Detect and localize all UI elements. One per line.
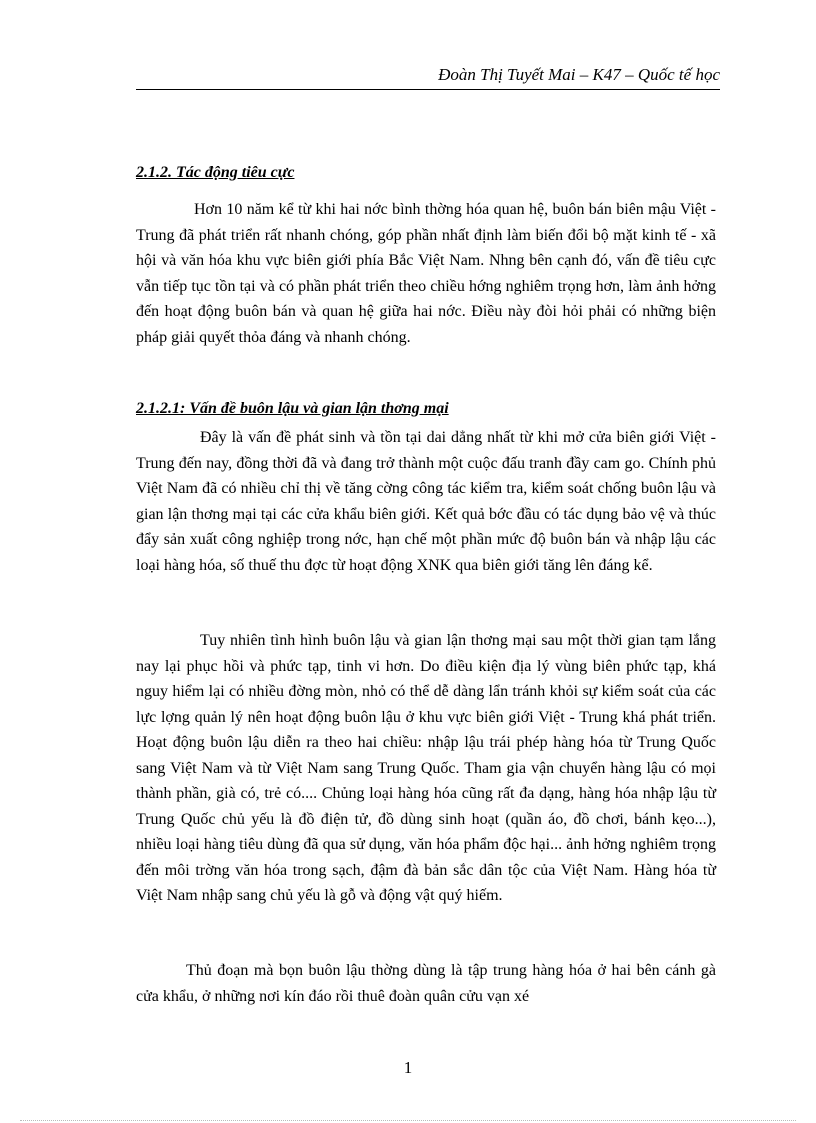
subsection-heading: 2.1.2.1: Vấn đề buôn lậu và gian lận thơng mại (136, 400, 449, 417)
body-paragraph: Đây là vấn đề phát sinh và tồn tại dai dẳng nhất từ khi mở cửa biên giới Việt - Trung đến nay, đồng thời đã và đang trở thành một cuộc đấu tranh đầy cam go. Chính phủ Việt Nam đã có nhiều chỉ thị về tăng cờng công tác kiểm tra, kiểm soát chống buôn lậu và gian lận thơng mại tại các cửa khẩu biên giới. Kết quả bớc đầu có tác dụng bảo vệ và thúc đẩy sản xuất công nghiệp trong nớc, hạn chế một phần mức độ buôn bán và nhập lậu các loại hàng hóa, số thuế thu đợc từ hoạt động XNK qua biên giới tăng lên đáng kể. (136, 429, 716, 574)
page-bottom-divider (20, 1120, 796, 1121)
body-paragraph: Thủ đoạn mà bọn buôn lậu thờng dùng là tập trung hàng hóa ở hai bên cánh gà cửa khẩu, ở những nơi kín đáo rồi thuê đoàn quân cửu vạn xé (136, 962, 716, 1005)
page-number: 1 (403, 1058, 413, 1077)
section-heading: 2.1.2. Tác động tiêu cực (136, 164, 295, 181)
section-paragraph: Hơn 10 năm kể từ khi hai nớc bình thờng hóa quan hệ, buôn bán biên mậu Việt - Trung đã phát triển rất nhanh chóng, góp phần nhất định làm biến đổi bộ mặt kinh tế - xã hội và văn hóa khu vực biên giới phía Bắc Việt Nam. Nhng bên cạnh đó, vấn đề tiêu cực vẫn tiếp tục tồn tại và có phần phát triển theo chiều hớng nghiêm trọng hơn, làm ảnh hởng đến hoạt động buôn bán và quan hệ giữa hai nớc. Điều này đòi hỏi phải có những biện pháp giải quyết thỏa đáng và nhanh chóng. (136, 201, 716, 346)
body-paragraph: Tuy nhiên tình hình buôn lậu và gian lận thơng mại sau một thời gian tạm lắng nay lại phục hồi và phức tạp, tinh vi hơn. Do điều kiện địa lý vùng biên phức tạp, khá nguy hiểm lại có nhiều đờng mòn, nhỏ có thể dễ dàng lẩn tránh khỏi sự kiểm soát của các lực lợng quản lý nên hoạt động buôn lậu ở khu vực biên giới Việt - Trung khá phát triển. Hoạt động buôn lậu diễn ra theo hai chiều: nhập lậu trái phép hàng hóa từ Trung Quốc sang Việt Nam và từ Việt Nam sang Trung Quốc. Tham gia vận chuyển hàng lậu có mọi thành phần, già có, trẻ có.... Chủng loại hàng hóa cũng rất đa dạng, hàng hóa nhập lậu từ Trung Quốc chủ yếu là đồ điện tử, đồ dùng sinh hoạt (quần áo, đồ chơi, bánh kẹo...), nhiều loại hàng tiêu dùng đã qua sử dụng, văn hóa phẩm độc hại... ảnh hởng nghiêm trọng đến môi trờng văn hóa trong sạch, đậm đà bản sắc dân tộc của Việt Nam. Hàng hóa từ Việt Nam nhập sang chủ yếu là gỗ và động vật quý hiếm. (136, 632, 716, 904)
page-header: Đoàn Thị Tuyết Mai – K47 – Quốc tế học (136, 62, 720, 90)
